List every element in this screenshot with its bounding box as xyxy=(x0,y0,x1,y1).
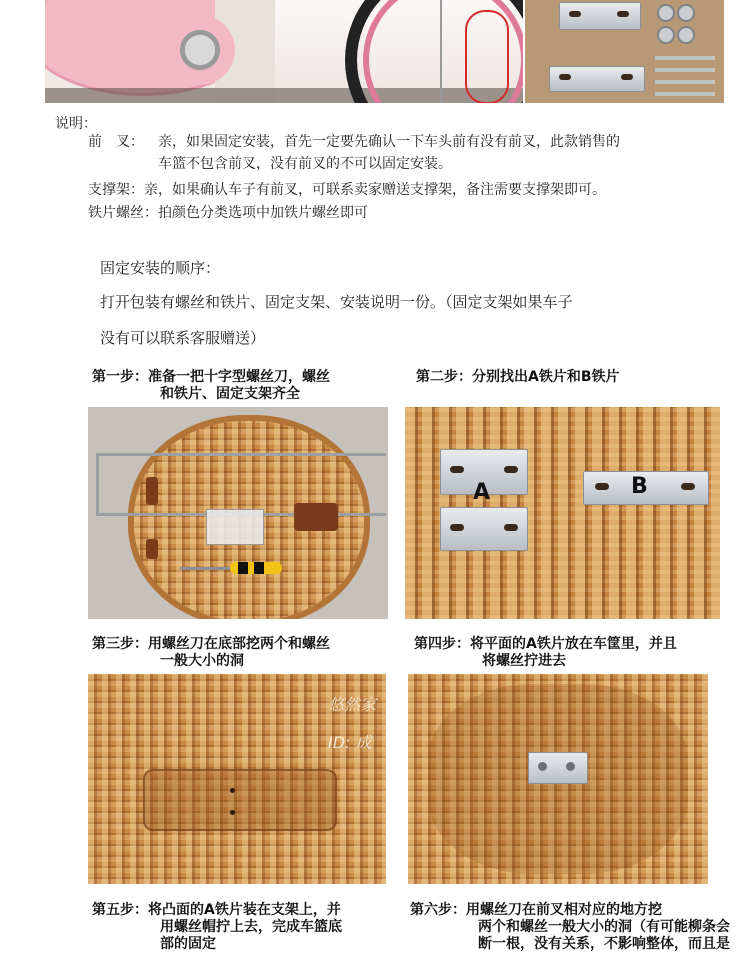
step-3-photo xyxy=(88,674,386,884)
step-4-photo xyxy=(408,674,708,884)
note-plate-text: 拍颜色分类选项中加铁片螺丝即可 xyxy=(158,205,368,221)
note-bracket-key: 支撑架： xyxy=(88,182,144,198)
plate-a-label: A xyxy=(473,480,491,505)
watermark-id: ID: 成 xyxy=(328,733,372,752)
step-6-caption: 第六步：用螺丝刀在前叉相对应的地方挖 两个和螺丝一般大小的洞（有可能柳条会 断一根，没有关系，不影响整体，而且是 xyxy=(410,902,730,952)
step-2-caption: 第二步：分别找出A铁片和B铁片 xyxy=(416,369,620,385)
step-1-photo xyxy=(88,407,388,619)
order-title: 固定安装的顺序： xyxy=(100,259,221,277)
bicycle-photo xyxy=(45,0,523,103)
note-fork-key: 前 叉： xyxy=(88,134,144,150)
hardware-photo xyxy=(525,0,724,103)
step-1-caption: 第一步：准备一把十字型螺丝刀，螺丝 和铁片、固定支架齐全 xyxy=(92,369,330,402)
watermark-text: 悠然家 xyxy=(328,695,377,714)
step-2-photo xyxy=(405,407,720,619)
note-plate-key: 铁片螺丝： xyxy=(88,205,158,221)
step-5-caption: 第五步：将凸面的A铁片装在支架上，并 用螺丝帽拧上去，完成车篮底 部的固定 xyxy=(92,902,342,952)
note-fork-text: 亲，如果固定安装，首先一定要先确认一下车头前有没有前叉，此款销售的 xyxy=(158,134,620,150)
note-bracket-text: 亲，如果确认车子有前叉，可联系卖家赠送支撑架，备注需要支撑架即可。 xyxy=(144,182,606,198)
order-text-2: 没有可以联系客服赠送） xyxy=(100,329,266,347)
notes-label: 说明： xyxy=(55,116,97,132)
step-3-caption: 第三步：用螺丝刀在底部挖两个和螺丝 一般大小的洞 xyxy=(92,636,330,669)
note-fork-text-2: 车篮不包含前叉，没有前叉的不可以固定安装。 xyxy=(158,156,452,172)
plate-b-label: B xyxy=(631,474,648,499)
step-4-caption: 第四步：将平面的A铁片放在车筐里，并且 将螺丝拧进去 xyxy=(414,636,677,669)
order-text-1: 打开包装有螺丝和铁片、固定支架、安装说明一份。（固定支架如果车子 xyxy=(100,293,573,311)
